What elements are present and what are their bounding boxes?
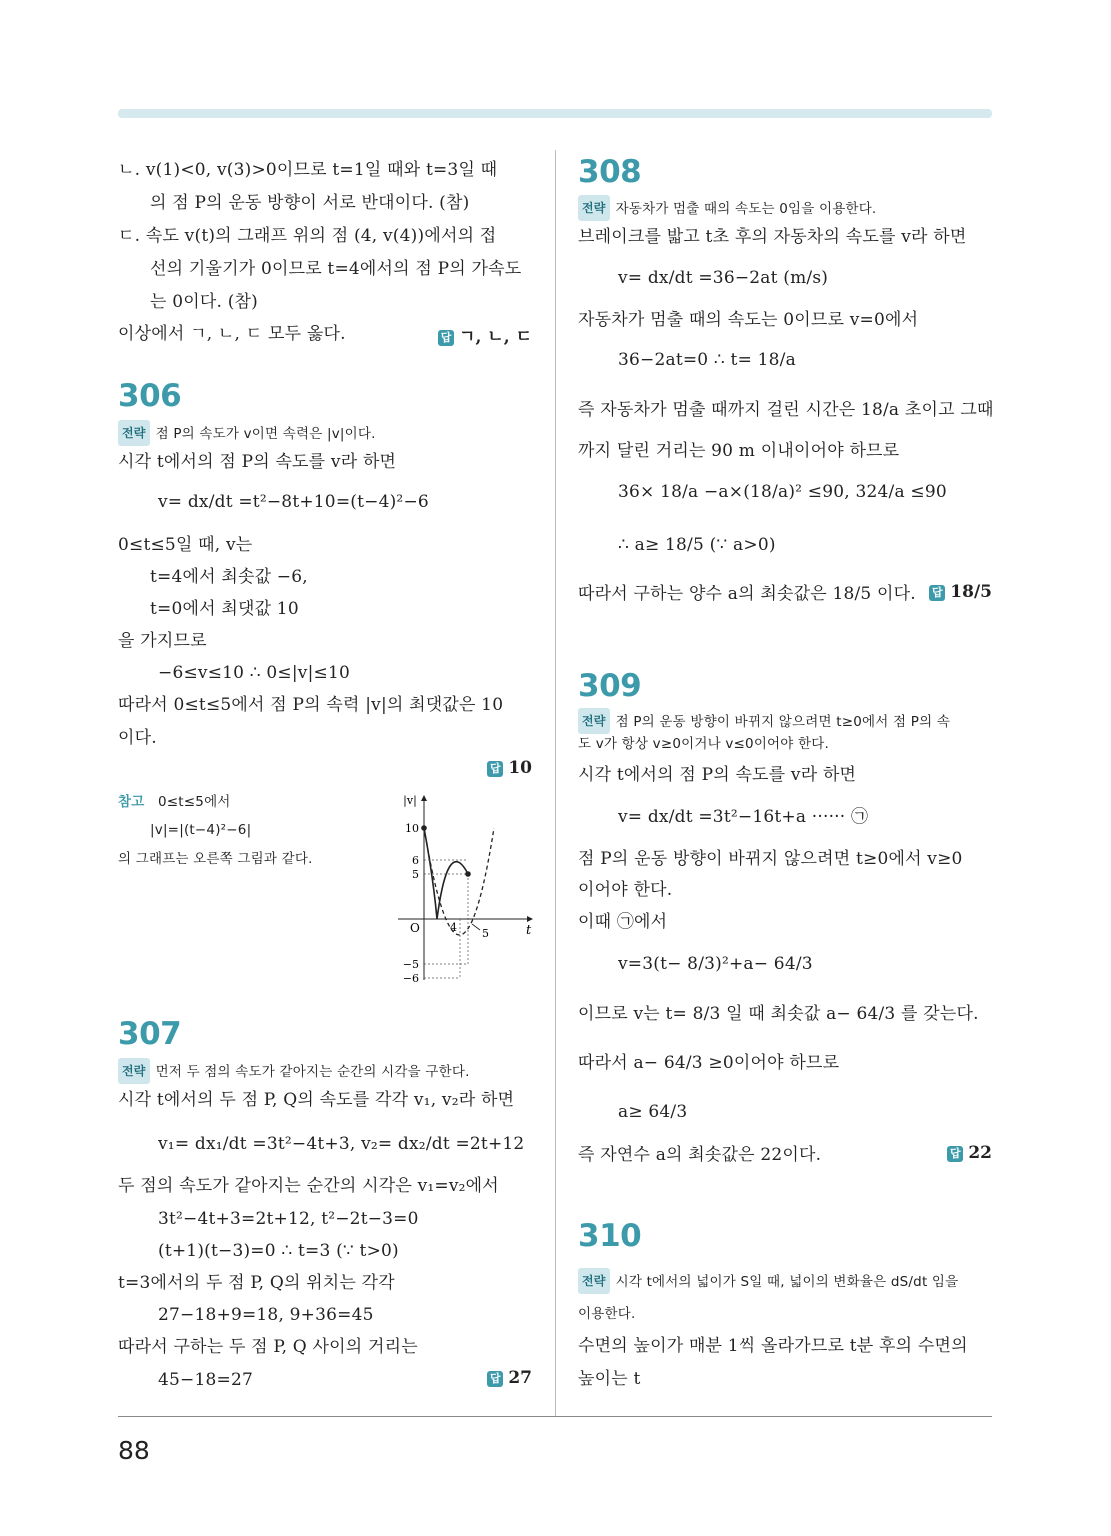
header-bar bbox=[118, 109, 992, 118]
graph-xlabel: t bbox=[526, 923, 532, 938]
text-line: 따라서 구하는 양수 a의 최솟값은 18/5 이다. bbox=[578, 584, 916, 604]
text-line: 시각 t에서의 두 점 P, Q의 속도를 각각 v₁, v₂라 하면 bbox=[118, 1090, 515, 1110]
text-line: 자동차가 멈출 때의 속도는 0이므로 v=0에서 bbox=[578, 310, 919, 330]
answer-309: 답 22 bbox=[947, 1143, 992, 1163]
math-line: v=3(t− 8/3)²+a− 64/3 bbox=[618, 954, 813, 974]
answer-307: 답 27 bbox=[487, 1368, 532, 1388]
strategy-badge: 전략 bbox=[118, 420, 150, 446]
text-line: 이상에서 ㄱ, ㄴ, ㄷ 모두 옳다. bbox=[118, 324, 346, 344]
strategy-309: 전략 점 P의 운동 방향이 바뀌지 않으려면 t≥0에서 점 P의 속 bbox=[578, 708, 950, 734]
graph-ytick: −6 bbox=[402, 972, 419, 985]
math-line: v₁= dx₁/dt =3t²−4t+3, v₂= dx₂/dt =2t+12 bbox=[158, 1134, 525, 1154]
graph-ytick: 5 bbox=[412, 868, 419, 881]
strategy-badge: 전략 bbox=[578, 1268, 610, 1294]
graph-origin: O bbox=[410, 921, 420, 935]
text-line: 점 P의 운동 방향이 바뀌지 않으려면 t≥0에서 v≥0 bbox=[578, 849, 963, 869]
answer-badge: 답 bbox=[947, 1146, 963, 1162]
text-line: 두 점의 속도가 같아지는 순간의 시각은 v₁=v₂에서 bbox=[118, 1176, 499, 1196]
abs-velocity-graph bbox=[388, 790, 538, 990]
abs-velocity-curve bbox=[424, 828, 468, 919]
math-line: (t+1)(t−3)=0 ∴ t=3 (∵ t>0) bbox=[158, 1241, 399, 1261]
graph-ytick: −5 bbox=[402, 958, 419, 971]
text-line: 는 0이다. (참) bbox=[150, 292, 258, 312]
text-line: 따라서 0≤t≤5에서 점 P의 속력 |v|의 최댓값은 10 bbox=[118, 695, 504, 715]
text-line: t=4에서 최솟값 −6, bbox=[150, 567, 308, 587]
end-point bbox=[465, 871, 471, 877]
page-number: 88 bbox=[118, 1436, 150, 1465]
problem-number-306: 306 bbox=[118, 378, 182, 414]
text-line: ㄴ. v(1)<0, v(3)>0이므로 t=1일 때와 t=3일 때 bbox=[118, 160, 498, 180]
text-line: 즉 자연수 a의 최솟값은 22이다. bbox=[578, 1145, 822, 1165]
note-306-line: |v|=|(t−4)²−6| bbox=[150, 822, 252, 838]
text-line: 수면의 높이가 매분 1씩 올라가므로 t분 후의 수면의 bbox=[578, 1336, 968, 1356]
answer-badge: 답 bbox=[487, 761, 503, 777]
answer-previous: 답 ㄱ, ㄴ, ㄷ bbox=[438, 322, 532, 347]
problem-number-309: 309 bbox=[578, 668, 642, 704]
text-line: 까지 달린 거리는 90 m 이내이어야 하므로 bbox=[578, 441, 900, 461]
text-line: 이때 ㉠에서 bbox=[578, 912, 668, 932]
text-line: 따라서 구하는 두 점 P, Q 사이의 거리는 bbox=[118, 1337, 418, 1357]
problem-number-310: 310 bbox=[578, 1218, 642, 1254]
text-line: t=0에서 최댓값 10 bbox=[150, 599, 299, 619]
math-line: a≥ 64/3 bbox=[618, 1102, 688, 1122]
text-line: 브레이크를 밟고 t초 후의 자동차의 속도를 v라 하면 bbox=[578, 227, 967, 247]
math-line: 45−18=27 bbox=[158, 1370, 253, 1390]
math-line: 27−18+9=18, 9+36=45 bbox=[158, 1305, 374, 1325]
strategy-309-cont: 도 v가 항상 v≥0이거나 v≤0이어야 한다. bbox=[578, 736, 830, 752]
math-line: 36× 18/a −a×(18/a)² ≤90, 324/a ≤90 bbox=[618, 482, 947, 502]
strategy-badge: 전략 bbox=[118, 1058, 150, 1084]
column-divider bbox=[555, 150, 556, 1416]
strategy-310: 전략 시각 t에서의 넓이가 S일 때, 넓이의 변화율은 dS/dt 임을 bbox=[578, 1268, 958, 1294]
graph-ytick: 10 bbox=[405, 822, 419, 835]
strategy-306: 전략 점 P의 속도가 v이면 속력은 |v|이다. bbox=[118, 420, 376, 446]
text-line: 시각 t에서의 점 P의 속도를 v라 하면 bbox=[118, 452, 397, 472]
math-line: −6≤v≤10 ∴ 0≤|v|≤10 bbox=[158, 663, 351, 683]
text-line: 선의 기울기가 0이므로 t=4에서의 점 P의 가속도 bbox=[150, 259, 522, 279]
graph-ylabel: |v| bbox=[403, 794, 417, 807]
text-line: 이어야 한다. bbox=[578, 880, 673, 900]
text-line: 시각 t에서의 점 P의 속도를 v라 하면 bbox=[578, 765, 857, 785]
answer-306: 답 10 bbox=[487, 758, 532, 778]
answer-badge: 답 bbox=[929, 585, 945, 601]
text-line: 높이는 t bbox=[578, 1369, 641, 1389]
text-line: 0≤t≤5일 때, v는 bbox=[118, 535, 253, 555]
text-line: 의 점 P의 운동 방향이 서로 반대이다. (참) bbox=[150, 193, 470, 213]
strategy-308: 전략 자동차가 멈출 때의 속도는 0임을 이용한다. bbox=[578, 195, 876, 221]
answer-badge: 답 bbox=[438, 330, 454, 346]
text-line: 이므로 v는 t= 8/3 일 때 최솟값 a− 64/3 를 갖는다. bbox=[578, 1004, 979, 1024]
math-line: v= dx/dt =t²−8t+10=(t−4)²−6 bbox=[158, 492, 429, 512]
text-line: 따라서 a− 64/3 ≥0이어야 하므로 bbox=[578, 1053, 840, 1073]
math-line: 36−2at=0 ∴ t= 18/a bbox=[618, 350, 796, 370]
graph-ytick: 6 bbox=[412, 854, 419, 867]
text-line: ㄷ. 속도 v(t)의 그래프 위의 점 (4, v(4))에서의 접 bbox=[118, 226, 497, 246]
strategy-badge: 전략 bbox=[578, 195, 610, 221]
graph-xtick: 5 bbox=[482, 927, 489, 940]
footer-rule bbox=[118, 1416, 992, 1417]
note-label: 참고 bbox=[118, 794, 145, 810]
math-line: v= dx/dt =36−2at (m/s) bbox=[618, 268, 829, 288]
text-line: 을 가지므로 bbox=[118, 631, 207, 651]
text-line: 즉 자동차가 멈출 때까지 걸린 시간은 18/a 초이고 그때 bbox=[578, 400, 994, 420]
text-line: t=3에서의 두 점 P, Q의 위치는 각각 bbox=[118, 1273, 395, 1293]
problem-number-308: 308 bbox=[578, 154, 642, 190]
strategy-310-cont: 이용한다. bbox=[578, 1306, 636, 1322]
math-line: v= dx/dt =3t²−16t+a ······ ㉠ bbox=[618, 807, 869, 827]
graph-xtick: 4 bbox=[450, 921, 457, 934]
start-point bbox=[421, 825, 427, 831]
math-line: ∴ a≥ 18/5 (∵ a>0) bbox=[618, 535, 776, 555]
strategy-badge: 전략 bbox=[578, 708, 610, 734]
problem-number-307: 307 bbox=[118, 1016, 182, 1052]
strategy-307: 전략 먼저 두 점의 속도가 같아지는 순간의 시각을 구한다. bbox=[118, 1058, 470, 1084]
math-line: 3t²−4t+3=2t+12, t²−2t−3=0 bbox=[158, 1209, 419, 1229]
answer-308: 답 18/5 bbox=[929, 582, 992, 602]
note-306-line: 의 그래프는 오른쪽 그림과 같다. bbox=[118, 851, 313, 867]
answer-badge: 답 bbox=[487, 1371, 503, 1387]
note-306-line: 참고 0≤t≤5에서 bbox=[118, 794, 231, 810]
text-line: 이다. bbox=[118, 728, 157, 748]
